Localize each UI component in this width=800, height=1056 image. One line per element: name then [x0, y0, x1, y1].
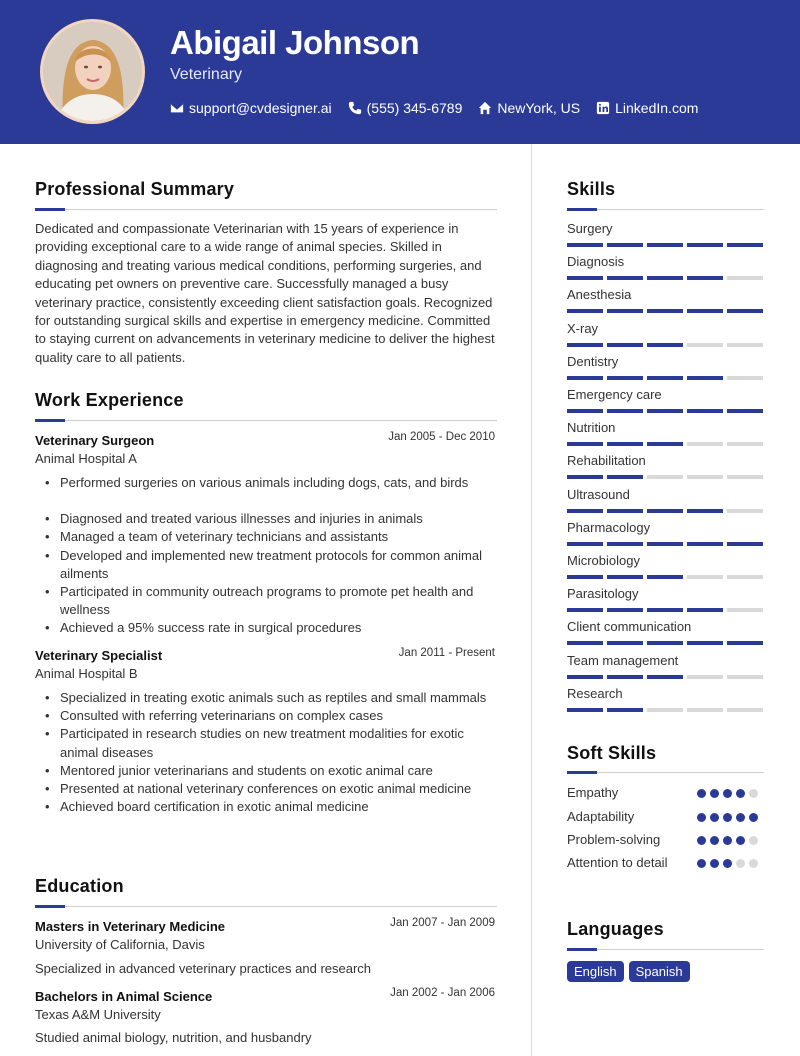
language-badge: Spanish [629, 961, 690, 982]
skill-level-segment [607, 608, 643, 612]
skill-level-segment [647, 708, 683, 712]
skill-level-segment [727, 343, 763, 347]
skill-level-segment [567, 243, 603, 247]
degree-dates: Jan 2007 - Jan 2009 [390, 917, 495, 929]
list-item: • Participated in community outreach programs to promote pet health and wellness [45, 583, 497, 619]
skill-item [567, 221, 764, 247]
skill-name: Ultrasound [567, 486, 630, 502]
skill-level-segment [727, 276, 763, 280]
rating-dot [710, 813, 719, 822]
rating-dot [749, 836, 758, 845]
degree-title: Masters in Veterinary Medicine [35, 919, 226, 934]
list-item: • Presented at national veterinary conferences on exotic animal medicine [45, 780, 497, 798]
skill-level-segment [567, 376, 603, 380]
soft-skill-name: Attention to detail [567, 855, 668, 870]
skill-item [567, 686, 764, 712]
skill-level-segment [607, 575, 643, 579]
skill-item [567, 387, 764, 413]
skill-level-segment [567, 641, 603, 645]
skill-level-segment [607, 509, 643, 513]
linkedin-icon [596, 101, 610, 115]
skill-level-segment [727, 442, 763, 446]
degree-title: Bachelors in Animal Science [35, 989, 213, 1004]
skill-level-segment [567, 309, 603, 313]
home-icon [478, 101, 492, 115]
skill-level-segment [727, 509, 763, 513]
job-title: Veterinary Surgeon [35, 433, 155, 448]
skill-item [567, 487, 764, 513]
resume-header [0, 0, 800, 144]
skill-level-segment [687, 409, 723, 413]
skill-level-segment [687, 376, 723, 380]
soft-skill-name: Empathy [567, 785, 619, 800]
skill-level-segment [687, 343, 723, 347]
rating-dot [697, 836, 706, 845]
skill-item [567, 420, 764, 446]
skill-item [567, 354, 764, 380]
contact-location-text: NewYork, US [497, 100, 581, 116]
skill-level-segment [647, 509, 683, 513]
skill-level-segment [647, 409, 683, 413]
skill-level-segment [607, 641, 643, 645]
skill-name: Team management [567, 652, 679, 668]
job-dates: Jan 2005 - Dec 2010 [388, 431, 495, 443]
rating-dot [723, 789, 732, 798]
skill-level-segment [727, 542, 763, 546]
skill-name: Nutrition [567, 420, 616, 436]
skill-level-segment [607, 542, 643, 546]
skill-level-segment [567, 675, 603, 679]
rating-dot [723, 813, 732, 822]
skill-level-segment [647, 442, 683, 446]
rating-dot [710, 859, 719, 868]
degree-description: Specialized in advanced veterinary practices and research [35, 961, 372, 976]
list-item: • Specialized in treating exotic animals such as reptiles and small mammals [45, 689, 497, 707]
skill-level-segment [687, 442, 723, 446]
skill-item [567, 653, 764, 679]
skill-item [567, 619, 764, 645]
skill-level-segment [647, 641, 683, 645]
list-item: • Consulted with referring veterinarians on complex cases [45, 707, 497, 725]
skill-level-segment [727, 641, 763, 645]
job-organization: Animal Hospital A [35, 451, 137, 466]
skill-level-segment [727, 376, 763, 380]
skill-level-bar [567, 309, 764, 313]
skill-level-segment [607, 376, 643, 380]
skill-level-segment [687, 575, 723, 579]
candidate-name: Abigail Johnson [170, 24, 420, 61]
skill-level-bar [567, 376, 764, 380]
contact-email-text: support@cvdesigner.ai [189, 100, 332, 116]
soft-skill-name: Problem-solving [567, 832, 661, 847]
skill-level-segment [607, 276, 643, 280]
soft-skill-rating [697, 859, 762, 868]
skill-level-segment [687, 608, 723, 612]
skill-item [567, 254, 764, 280]
skill-level-segment [647, 343, 683, 347]
soft-skills-heading: Soft Skills [567, 743, 657, 763]
skill-level-segment [607, 675, 643, 679]
skill-level-segment [567, 442, 603, 446]
skill-level-segment [647, 608, 683, 612]
skill-level-segment [567, 575, 603, 579]
skill-level-segment [687, 309, 723, 313]
contact-phone[interactable] [348, 100, 463, 116]
skill-level-segment [567, 608, 603, 612]
summary-rule [35, 209, 497, 210]
skill-level-segment [647, 376, 683, 380]
job-bullets [45, 689, 497, 816]
rating-dot [710, 789, 719, 798]
skill-level-bar [567, 276, 764, 280]
degree-dates: Jan 2002 - Jan 2006 [390, 987, 495, 999]
column-divider [531, 144, 532, 1056]
degree-description: Studied animal biology, nutrition, and husbandry [35, 1030, 312, 1045]
skill-level-segment [567, 509, 603, 513]
profile-photo [40, 19, 145, 124]
education-rule [35, 906, 497, 907]
rating-dot [697, 789, 706, 798]
rating-dot [723, 859, 732, 868]
soft-skill-rating [697, 813, 762, 822]
skill-level-bar [567, 641, 764, 645]
candidate-role: Veterinary [170, 66, 243, 83]
skill-item [567, 586, 764, 612]
rating-dot [710, 836, 719, 845]
skill-level-bar [567, 243, 764, 247]
languages-list [567, 961, 695, 982]
skill-level-segment [567, 475, 603, 479]
language-badge: English [567, 961, 624, 982]
skill-level-segment [727, 608, 763, 612]
skill-name: Research [567, 685, 623, 701]
skill-level-bar [567, 608, 764, 612]
contact-location [478, 100, 580, 116]
phone-icon [348, 101, 362, 115]
skill-level-segment [607, 475, 643, 479]
rating-dot [749, 859, 758, 868]
rating-dot [723, 836, 732, 845]
skill-level-segment [687, 542, 723, 546]
skill-level-segment [727, 309, 763, 313]
skill-level-segment [647, 475, 683, 479]
skill-level-segment [687, 641, 723, 645]
job-organization: Animal Hospital B [35, 666, 138, 681]
skill-item [567, 520, 764, 546]
skill-name: Dentistry [567, 353, 619, 369]
skill-level-segment [567, 708, 603, 712]
skill-level-segment [647, 309, 683, 313]
soft-skills-rule [567, 772, 764, 773]
skill-level-segment [727, 243, 763, 247]
languages-heading: Languages [567, 919, 664, 939]
skill-level-segment [607, 243, 643, 247]
contact-bar [170, 100, 714, 116]
skill-name: Diagnosis [567, 254, 625, 270]
job-dates: Jan 2011 - Present [398, 647, 495, 659]
skills-heading: Skills [567, 179, 616, 199]
job-bullets [45, 474, 497, 638]
experience-rule [35, 420, 497, 421]
skill-level-bar [567, 675, 764, 679]
skill-level-segment [727, 409, 763, 413]
skill-level-bar [567, 509, 764, 513]
school-name: University of California, Davis [35, 937, 205, 952]
skill-level-segment [607, 708, 643, 712]
skills-rule [567, 209, 764, 210]
skill-level-segment [687, 243, 723, 247]
list-item: • Achieved a 95% success rate in surgical procedures [45, 619, 497, 637]
skill-level-bar [567, 575, 764, 579]
skill-level-segment [607, 409, 643, 413]
contact-linkedin-text: LinkedIn.com [615, 100, 699, 116]
skill-name: Client communication [567, 619, 692, 635]
list-item: • Achieved board certification in exotic animal medicine [45, 798, 497, 816]
job-title: Veterinary Specialist [35, 648, 163, 663]
summary-text: Dedicated and compassionate Veterinarian with 15 years of experience in providing exceptional care to a wide range of animal species. Skilled in diagnosing and treating various medical conditions, performing surgeries, and educating pet owners on preventive care. Successfully managed a busy veterinary practice, consistently exceeding client satisfaction goals. Recognized for outstanding surgical skills and expertise in emergency medicine. Committed to staying current on advancements in veterinary medicine to deliver the highest quality care to all patients. [35, 221, 495, 365]
skill-name: Microbiology [567, 553, 640, 568]
education-heading: Education [35, 876, 124, 896]
skill-item [567, 321, 764, 347]
skill-level-segment [687, 276, 723, 280]
skill-name: Rehabilitation [567, 453, 646, 469]
languages-rule [567, 949, 764, 950]
soft-skill-name: Adaptability [567, 809, 635, 824]
skill-item [567, 287, 764, 313]
skill-level-segment [687, 675, 723, 679]
skill-level-segment [647, 675, 683, 679]
list-item: • Mentored junior veterinarians and students on exotic animal care [45, 762, 497, 780]
skill-level-segment [727, 708, 763, 712]
skill-level-segment [727, 575, 763, 579]
skill-level-segment [607, 442, 643, 446]
list-item: • Performed surgeries on various animals including dogs, cats, and birds [45, 474, 497, 492]
rating-dot [736, 859, 745, 868]
envelope-icon [170, 101, 184, 115]
contact-email[interactable] [170, 100, 332, 116]
skill-level-segment [727, 675, 763, 679]
skill-level-bar [567, 442, 764, 446]
rating-dot [736, 789, 745, 798]
profile-portrait-icon [43, 22, 142, 121]
skill-level-segment [647, 575, 683, 579]
skill-level-bar [567, 708, 764, 712]
skill-level-segment [687, 509, 723, 513]
contact-linkedin[interactable] [596, 100, 698, 116]
rating-dot [736, 836, 745, 845]
skill-level-bar [567, 409, 764, 413]
skill-level-segment [687, 475, 723, 479]
skill-name: Pharmacology [567, 519, 651, 535]
skill-level-segment [687, 708, 723, 712]
skill-level-segment [647, 276, 683, 280]
experience-heading: Work Experience [35, 390, 184, 410]
contact-phone-text: (555) 345-6789 [366, 100, 463, 116]
skill-level-segment [567, 542, 603, 546]
list-item: • Managed a team of veterinary technicians and assistants [45, 528, 497, 546]
skill-level-segment [567, 343, 603, 347]
skill-level-segment [607, 343, 643, 347]
summary-heading: Professional Summary [35, 179, 235, 199]
list-item: • Participated in research studies on new treatment modalities for exotic animal diseases [45, 725, 497, 761]
rating-dot [697, 813, 706, 822]
skill-name: Parasitology [567, 586, 639, 602]
skill-level-segment [647, 542, 683, 546]
rating-dot [697, 859, 706, 868]
skill-name: Emergency care [567, 387, 662, 402]
rating-dot [749, 789, 758, 798]
skill-item [567, 553, 764, 579]
skill-level-bar [567, 475, 764, 479]
skill-level-segment [567, 276, 603, 280]
soft-skill-rating [697, 836, 762, 845]
skill-name: X-ray [567, 320, 599, 336]
skill-level-segment [647, 243, 683, 247]
skill-name: Anesthesia [567, 287, 632, 303]
rating-dot [749, 813, 758, 822]
skill-item [567, 453, 764, 479]
list-item: • Diagnosed and treated various illnesses and injuries in animals [45, 510, 497, 528]
skill-level-segment [727, 475, 763, 479]
soft-skill-rating [697, 789, 762, 798]
list-item: • Developed and implemented new treatment protocols for common animal ailments [45, 547, 497, 583]
skill-level-bar [567, 343, 764, 347]
skill-level-bar [567, 542, 764, 546]
rating-dot [736, 813, 745, 822]
skill-level-segment [607, 309, 643, 313]
school-name: Texas A&M University [35, 1007, 161, 1022]
skill-name: Surgery [567, 221, 613, 236]
skill-level-segment [567, 409, 603, 413]
